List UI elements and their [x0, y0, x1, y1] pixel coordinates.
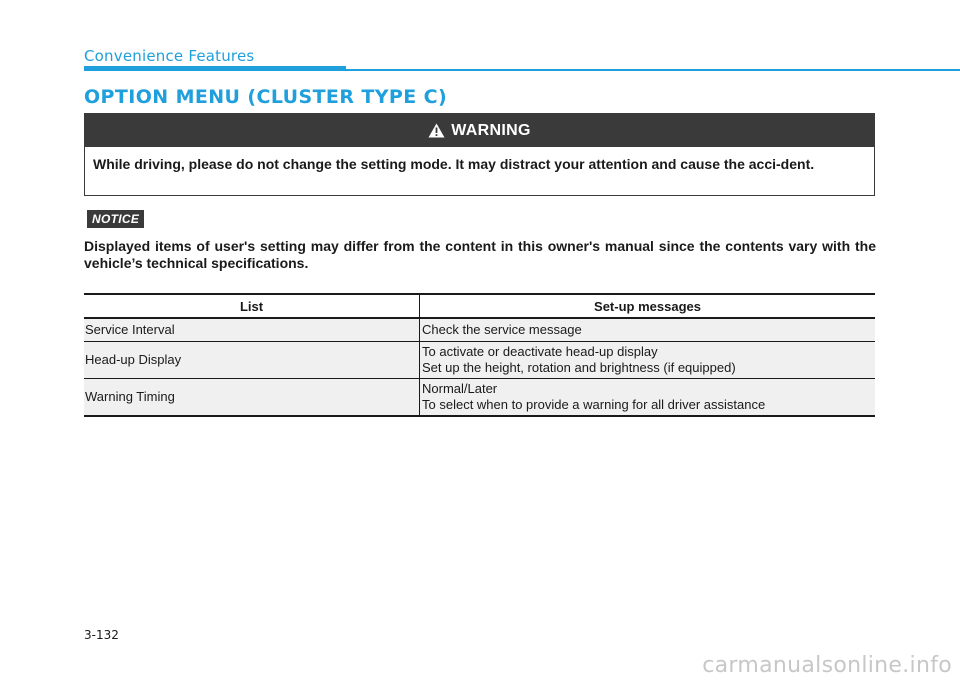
table-row [84, 341, 875, 378]
message-line: To activate or deactivate head-up display [422, 343, 658, 359]
warning-box [84, 113, 875, 196]
table-cell-message [420, 378, 876, 416]
warning-header [85, 114, 874, 147]
watermark: carmanualsonline.info [702, 653, 952, 678]
table-header-row [84, 294, 875, 318]
table-cell-item: Service Interval [84, 318, 420, 341]
notice-text: Displayed items of user's setting may differ from the content in this owner's manual since the contents vary with the vehicle’s technical specifications. [84, 238, 876, 271]
table-row [84, 318, 875, 341]
warning-title: WARNING [451, 121, 531, 139]
column-header-list: List [84, 294, 420, 318]
section-header: Convenience Features [84, 47, 255, 65]
table-cell-message [420, 318, 876, 341]
message-line: To select when to provide a warning for all driver assistance [422, 396, 766, 412]
table-cell-message [420, 341, 876, 378]
notice-badge: NOTICE [87, 210, 144, 228]
header-rule-thin [346, 69, 960, 71]
column-header-setup-messages: Set-up messages [420, 294, 876, 318]
page-number: 3-132 [84, 628, 119, 642]
message-line: Normal/Later [422, 380, 498, 396]
warning-text: While driving, please do not change the setting mode. It may distract your attention and cause the acci-dent. [93, 156, 815, 172]
table-cell-item: Warning Timing [84, 378, 420, 416]
option-menu-table [84, 293, 875, 417]
header-rule-thick [84, 66, 346, 71]
page-title: OPTION MENU (CLUSTER TYPE C) [84, 86, 448, 108]
table-cell-item: Head-up Display [84, 341, 420, 378]
table-row [84, 378, 875, 416]
warning-triangle-icon [428, 123, 445, 138]
message-line: Check the service message [422, 321, 582, 337]
message-line: Set up the height, rotation and brightness (if equipped) [422, 359, 736, 375]
